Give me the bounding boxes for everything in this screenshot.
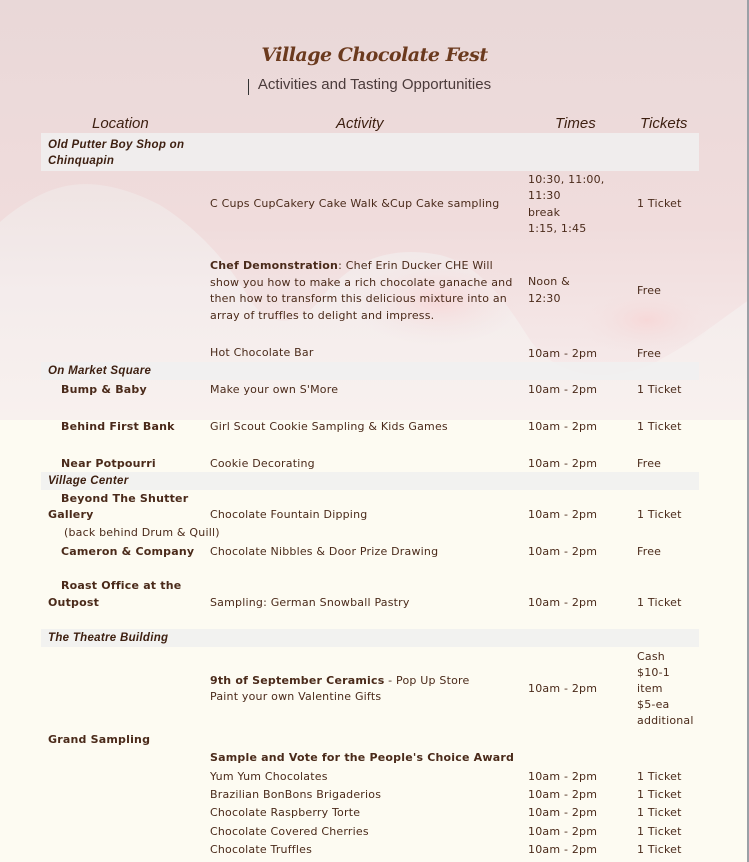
location-cameron: Cameron & Company [61, 545, 195, 558]
header-location: Location [92, 115, 149, 132]
tickets-nibbles: Free [637, 545, 662, 558]
tickets-fountain: 1 Ticket [637, 508, 682, 521]
section-village-center: Village Center [48, 475, 129, 487]
times-cupcake-2: 11:30 [528, 189, 561, 202]
tasting-name: Yum Yum Chocolates [210, 770, 328, 783]
times-chef-2: 12:30 [528, 292, 561, 305]
header-times: Times [555, 115, 596, 132]
tasting-name: Chocolate Truffles [210, 843, 313, 856]
chef-demo-title: Chef Demonstration [210, 259, 339, 272]
peoples-choice-heading: Sample and Vote for the People's Choice Award [210, 751, 515, 764]
times-ceramics: 10am - 2pm [528, 682, 598, 695]
times-chef-1: Noon & [528, 275, 570, 288]
location-shutter-note: (back behind Drum & Quill) [64, 526, 220, 539]
page-title: Village Chocolate Fest [261, 44, 488, 66]
tasting-tickets: 1 Ticket [637, 825, 682, 838]
tickets-smore: 1 Ticket [637, 383, 682, 396]
tasting-times: 10am - 2pm [528, 806, 598, 819]
tickets-ceramics-3: item [637, 682, 663, 695]
activity-snowball: Sampling: German Snowball Pastry [210, 596, 410, 609]
times-hot-chocolate: 10am - 2pm [528, 347, 598, 360]
times-cupcake-4: 1:15, 1:45 [528, 222, 587, 235]
times-snowball: 10am - 2pm [528, 596, 598, 609]
location-bump-baby: Bump & Baby [61, 383, 147, 396]
location-shutter-gallery-2: Gallery [48, 508, 94, 521]
tasting-tickets: 1 Ticket [637, 788, 682, 801]
tasting-tickets: 1 Ticket [637, 770, 682, 783]
tasting-name: Chocolate Covered Cherries [210, 825, 369, 838]
location-first-bank: Behind First Bank [61, 420, 175, 433]
location-grand-sampling: Grand Sampling [48, 733, 151, 746]
tickets-girl-scout: 1 Ticket [637, 420, 682, 433]
activity-fountain: Chocolate Fountain Dipping [210, 508, 368, 521]
ceramics-title: 9th of September Ceramics [210, 674, 385, 687]
tickets-ceramics-1: Cash [637, 650, 665, 663]
times-fountain: 10am - 2pm [528, 508, 598, 521]
section-theatre-building: The Theatre Building [48, 632, 169, 644]
times-nibbles: 10am - 2pm [528, 545, 598, 558]
location-potpourri: Near Potpourri [61, 457, 156, 470]
location-shutter-gallery-1: Beyond The Shutter [61, 492, 189, 505]
times-cupcake-3: break [528, 206, 561, 219]
tasting-name: Brazilian BonBons Brigaderios [210, 788, 382, 801]
chef-demo-desc: : Chef Erin Ducker CHE Will show you how to make a rich chocolate ganache and then how to transform this delicious mixture into an array of truffles to delight and impress. [210, 259, 513, 322]
activity-chef-demo [210, 258, 518, 324]
location-roast-office-2: Outpost [48, 596, 100, 609]
times-girl-scout: 10am - 2pm [528, 420, 598, 433]
activity-ceramics [210, 673, 469, 690]
activity-cookie-decorating: Cookie Decorating [210, 457, 315, 470]
tickets-ceramics-4: $5-ea [637, 698, 670, 711]
activity-girl-scout: Girl Scout Cookie Sampling & Kids Games [210, 420, 448, 433]
tickets-chef: Free [637, 284, 662, 297]
times-cupcake-1: 10:30, 11:00, [528, 173, 605, 186]
activity-nibbles: Chocolate Nibbles & Door Prize Drawing [210, 545, 439, 558]
tickets-snowball: 1 Ticket [637, 596, 682, 609]
section-old-putter-boy: Old Putter Boy Shop on Chinquapin [48, 139, 185, 167]
header-tickets: Tickets [640, 115, 688, 132]
activity-smore: Make your own S'More [210, 383, 339, 396]
tickets-ceramics-2: $10-1 [637, 666, 670, 679]
tasting-name: Chocolate Raspberry Torte [210, 806, 361, 819]
tickets-hot-chocolate: Free [637, 347, 662, 360]
tasting-times: 10am - 2pm [528, 788, 598, 801]
section-market-square: On Market Square [48, 365, 152, 377]
tasting-times: 10am - 2pm [528, 843, 598, 856]
location-roast-office-1: Roast Office at the [61, 579, 182, 592]
tasting-tickets: 1 Ticket [637, 806, 682, 819]
tasting-times: 10am - 2pm [528, 825, 598, 838]
activity-hot-chocolate: Hot Chocolate Bar [210, 346, 314, 359]
activity-cupcake-walk: C Cups CupCakery Cake Walk &Cup Cake sampling [210, 197, 500, 210]
tickets-cookie-decorating: Free [637, 457, 662, 470]
section-bar [41, 472, 699, 490]
page-subtitle: Activities and Tasting Opportunities [257, 76, 492, 93]
tickets-cupcake: 1 Ticket [637, 197, 682, 210]
ceramics-popup: - Pop Up Store [384, 674, 470, 687]
times-cookie-decorating: 10am - 2pm [528, 457, 598, 470]
tickets-ceramics-5: additional [637, 714, 694, 727]
header-activity: Activity [336, 115, 384, 132]
activity-ceramics-2: Paint your own Valentine Gifts [210, 690, 382, 703]
tasting-times: 10am - 2pm [528, 770, 598, 783]
tasting-tickets: 1 Ticket [637, 843, 682, 856]
times-smore: 10am - 2pm [528, 383, 598, 396]
